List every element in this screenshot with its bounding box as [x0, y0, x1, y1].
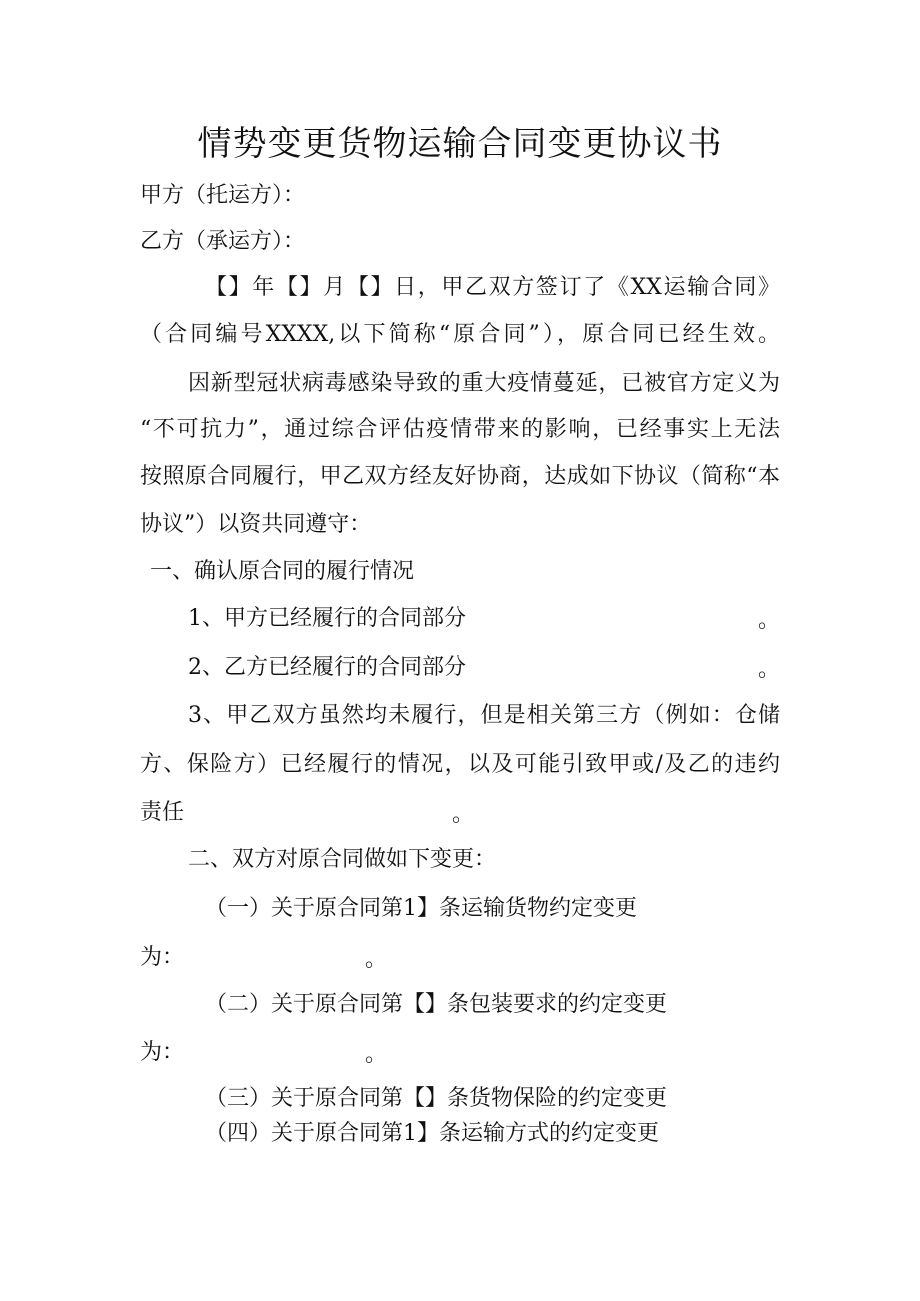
section-1-heading: 一、确认原合同的履行情况 — [150, 559, 415, 584]
reason-line-2: “不可抗力”，通过综合评估疫情带来的影响，已经事实上无法 — [140, 417, 780, 442]
intro-line-1: 【】年【】月【】日，甲乙双方签订了《XX运输合同》 — [205, 275, 780, 300]
reason-line-4: 协议”）以资共同遵守： — [140, 512, 372, 537]
section-2-clause-2-end: 。 — [365, 1042, 388, 1067]
section-2-clause-3: （三）关于原合同第【】条货物保险的约定变更 — [205, 1086, 668, 1111]
section-1-item-1-end: 。 — [758, 608, 781, 633]
reason-line-3: 按照原合同履行，甲乙双方经友好协商，达成如下协议（简称“本 — [140, 464, 780, 489]
section-1-item-3-line-3: 责任 — [140, 800, 185, 825]
section-1-item-1: 1、甲方已经履行的合同部分 — [188, 606, 466, 631]
section-2-clause-1-line-2: 为： — [140, 945, 185, 970]
section-2-clause-2-line-1: （二）关于原合同第【】条包装要求的约定变更 — [205, 992, 668, 1017]
section-1-item-2-end: 。 — [758, 657, 781, 682]
party-b-label: 乙方（承运方）： — [140, 229, 306, 254]
section-2-clause-1-line-1: （一）关于原合同第1】条运输货物约定变更 — [205, 896, 637, 921]
document-title: 情势变更货物运输合同变更协议书 — [197, 124, 723, 164]
section-1-item-3-end: 。 — [452, 802, 475, 827]
party-a-label: 甲方（托运方）： — [140, 183, 306, 208]
reason-line-1: 因新型冠状病毒感染导致的重大疫情蔓延，已被官方定义为 — [188, 371, 780, 396]
section-2-clause-4: （四）关于原合同第1】条运输方式的约定变更 — [205, 1121, 659, 1146]
section-1-item-3-line-1: 3、甲乙双方虽然均未履行，但是相关第三方（例如：仓储 — [188, 703, 780, 728]
section-1-item-2: 2、乙方已经履行的合同部分 — [188, 655, 466, 680]
section-2-clause-2-line-2: 为： — [140, 1040, 185, 1065]
section-1-item-3-line-2: 方、保险方）已经履行的情况，以及可能引致甲或/及乙的违约 — [140, 752, 780, 777]
section-2-heading: 二、双方对原合同做如下变更： — [188, 847, 497, 872]
intro-line-2: （合同编号XXXX,以下简称“原合同”），原合同已经生效。 — [140, 322, 780, 347]
section-2-clause-1-end: 。 — [365, 947, 388, 972]
